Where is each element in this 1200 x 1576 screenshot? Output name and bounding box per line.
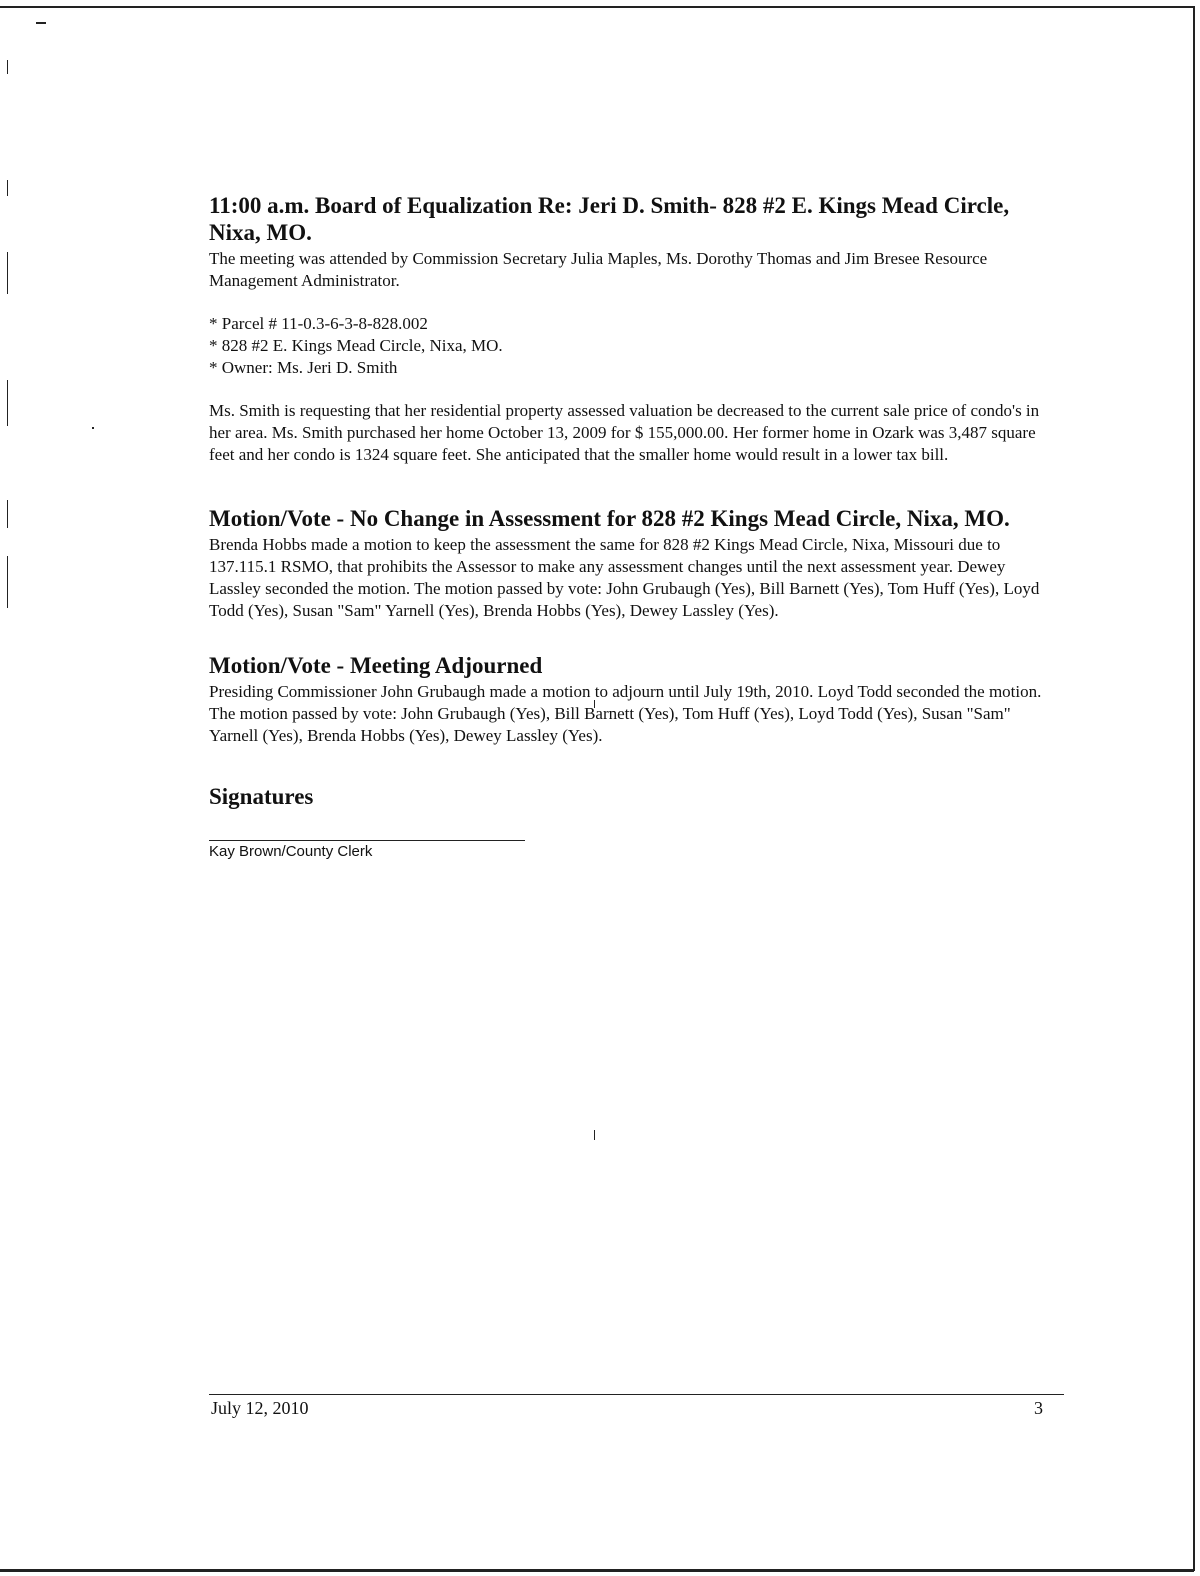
page-border-right [1193,6,1195,1571]
parcel-item: * Parcel # 11-0.3-6-3-8-828.002 [209,314,428,333]
page-border-top [0,6,1194,8]
scan-mark [7,556,8,608]
signature-line [209,840,525,841]
request-text: Ms. Smith is requesting that her residential property assessed valuation be decreased to the current sale price of condo's in her area. Ms. Smith purchased her home October 13, 2009 for $ 155,000.00. Her former home in Ozark was 3,487 square feet and her condo is 1324 square feet. She anticipated that the smaller home would result in a lower tax bill. [209,401,1040,464]
footer-date: July 12, 2010 [211,1398,309,1418]
agenda-heading: 11:00 a.m. Board of Equalization Re: Jeri D. Smith- 828 #2 E. Kings Mead Circle, Nixa, MO. [209,193,1010,245]
scan-mark [92,427,94,429]
parcel-list [209,313,1049,379]
motion-no-change-text: Brenda Hobbs made a motion to keep the assessment the same for 828 #2 Kings Mead Circle, Nixa, Missouri due to 137.115.1 RSMO, that prohibits the Assessor to make any assessment changes until the next assessment year. Dewey Lassley seconded the motion. The motion passed by vote: John Grubaugh (Yes), Bill Barnett (Yes), Tom Huff (Yes), Loyd Todd (Yes), Susan "Sam" Yarnell (Yes), Brenda Hobbs (Yes), Dewey Lassley (Yes). [209,535,1040,620]
motion-adjourn-text: Presiding Commissioner John Grubaugh made a motion to adjourn until July 19th, 2010. Loyd Todd seconded the motion. The motion passed by vote: John Grubaugh (Yes), Bill Barnett (Yes), Tom Huff (Yes), Loyd Todd (Yes), Susan "Sam" Yarnell (Yes), Brenda Hobbs (Yes), Dewey Lassley (Yes). [209,682,1042,745]
attendance-text: The meeting was attended by Commission Secretary Julia Maples, Ms. Dorothy Thomas and Jim Bresee Resource Management Administrator. [209,249,988,290]
minutes-content [209,192,1049,861]
motion-no-change-heading: Motion/Vote - No Change in Assessment for 828 #2 Kings Mead Circle, Nixa, MO. [209,506,1010,531]
page-number: 3 [1034,1398,1043,1418]
scan-mark [7,180,8,196]
scan-mark [7,60,8,74]
signatures-heading: Signatures [209,784,314,809]
scan-mark [7,500,8,528]
signature-name: Kay Brown/County Clerk [209,843,373,860]
scan-mark [594,1130,595,1140]
motion-adjourn-section [209,652,1049,747]
scan-mark [36,22,46,24]
motion-adjourn-heading: Motion/Vote - Meeting Adjourned [209,653,543,678]
motion-no-change-section [209,505,1049,622]
agenda-section [209,192,1049,466]
address-item: * 828 #2 E. Kings Mead Circle, Nixa, MO. [209,336,503,355]
scan-mark [7,252,8,294]
footer-rule [209,1394,1064,1395]
owner-item: * Owner: Ms. Jeri D. Smith [209,358,398,377]
signatures-section [209,783,1049,861]
scan-mark [7,380,8,426]
page-border-bottom [0,1569,1194,1572]
